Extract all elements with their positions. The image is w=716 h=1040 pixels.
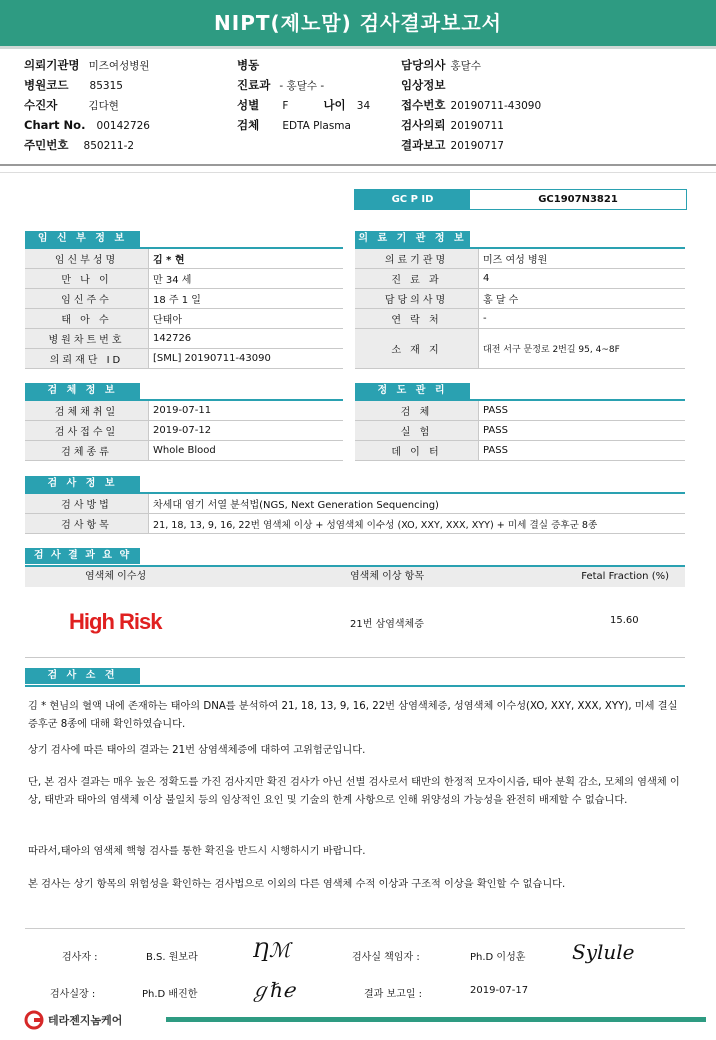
row-value: 2019-07-12 [149, 421, 344, 441]
risk-result: High Risk [69, 609, 162, 634]
table-row [355, 401, 685, 421]
row-key: 검체채취일 [25, 401, 149, 421]
table-row [25, 269, 343, 289]
row-value: 4 [479, 269, 686, 289]
table-row [25, 494, 685, 514]
table-row [355, 421, 685, 441]
row-key: 담당의사명 [355, 289, 479, 309]
doctor-label: 담당의사 [401, 58, 446, 72]
patient-value: 김다현 [88, 100, 119, 112]
summary-col-item: 염색체 이상 항목 [350, 571, 424, 582]
row-value: 홍 달 수 [479, 289, 686, 309]
resident-no-value: 850211-2 [83, 140, 135, 152]
request-date-value: 20190711 [450, 120, 504, 132]
row-value: 2019-07-11 [149, 401, 344, 421]
hospital-name-value: 미즈여성병원 [88, 60, 150, 72]
row-key: 검사항목 [25, 514, 149, 534]
sex-label: 성별 [237, 98, 260, 112]
specimen-info-table [25, 401, 343, 461]
summary-title: 검 사 결 과 요 약 [25, 548, 140, 564]
request-date-label: 검사의뢰 [401, 118, 446, 132]
row-value: 만 34 세 [149, 269, 344, 289]
row-key: 임신주수 [25, 289, 149, 309]
report-title: NIPT(제노맘) 검사결과보고서 [214, 11, 502, 35]
row-value: Whole Blood [149, 441, 344, 461]
summary-header [25, 565, 685, 587]
chart-no-value: 00142726 [96, 120, 150, 132]
footer-logo [24, 1010, 164, 1030]
abnormal-item: 21번 삼염색체증 [350, 619, 424, 630]
dept-value: - 홍달수 - [279, 80, 325, 92]
company-name: 테라젠지놈케어 [48, 1014, 123, 1027]
director-name: Ph.D 이성훈 [470, 952, 526, 963]
row-value: PASS [479, 401, 686, 421]
hospital-code-value: 85315 [89, 80, 123, 92]
report-date-label: 결과보고 [401, 138, 446, 152]
row-key: 데 이 터 [355, 441, 479, 461]
hospital-code-label: 병원코드 [24, 78, 69, 92]
summary-col-ff: Fetal Fraction (%) [581, 571, 669, 582]
dept-label: 진료과 [237, 78, 271, 92]
table-row [355, 309, 685, 329]
hospital-name-label: 의뢰기관명 [24, 58, 80, 72]
tester-label: 검사자 : [62, 952, 98, 963]
row-value: [SML] 20190711-43090 [149, 349, 344, 369]
signoff-divider [25, 928, 685, 929]
qc-table [355, 401, 685, 461]
doctor-value: 홍달수 [450, 60, 481, 72]
chief-signature: ℊℏℯ [250, 978, 295, 1002]
row-key: 병원차트번호 [25, 329, 149, 349]
table-row [25, 309, 343, 329]
row-key: 검 체 [355, 401, 479, 421]
row-key: 의뢰재단 ID [25, 349, 149, 369]
row-value: 김 * 현 [149, 249, 344, 269]
table-row [355, 269, 685, 289]
row-key: 검사방법 [25, 494, 149, 514]
table-row [25, 249, 343, 269]
row-value: 단태아 [149, 309, 344, 329]
gcpid-label: GC P ID [355, 190, 470, 209]
fetal-fraction: 15.60 [610, 615, 639, 626]
specimen-label: 검체 [237, 118, 260, 132]
report-date-value: 20190717 [450, 140, 504, 152]
row-key: 소 재 지 [355, 329, 479, 369]
test-info-table [25, 494, 685, 534]
specimen-value: EDTA Plasma [282, 120, 351, 132]
footer-bar [166, 1017, 706, 1022]
findings-title: 검 사 소 견 [25, 668, 140, 684]
header-col2 [237, 54, 397, 134]
ward-label: 병동 [237, 58, 260, 72]
tester-name: B.S. 원보라 [146, 952, 198, 963]
row-value: 142726 [149, 329, 344, 349]
table-row [25, 349, 343, 369]
director-signature: Sylule [572, 940, 635, 964]
findings-para-3: 단, 본 검사 결과는 매우 높은 정확도를 가진 검사지만 확진 검사가 아닌 선별 검사로서 태반의 한정적 모자이시즘, 태아 분획 감소, 모체의 염색체 이상, 태반과 태아의 염색체 이상 불일치 등의 임상적인 요인 및 기술의 한계 사항으로 인해 위양성의 가능성을 완전히 배제할 수 없습니다. [28, 777, 680, 806]
row-value: 차세대 염기 서열 분석법(NGS, Next Generation Sequencing) [149, 494, 686, 514]
receipt-no-value: 20190711-43090 [450, 100, 542, 112]
chief-name: Ph.D 배진한 [142, 989, 198, 1000]
header-col1 [24, 54, 234, 154]
age-label: 나이 [323, 98, 346, 112]
table-row [25, 289, 343, 309]
findings-line [25, 685, 685, 687]
report-date-footer: 2019-07-17 [470, 985, 529, 996]
table-row [355, 441, 685, 461]
table-row [25, 421, 343, 441]
row-key: 진 료 과 [355, 269, 479, 289]
hospital-info-table [355, 249, 685, 369]
hospital-info-title: 의 료 기 관 정 보 [355, 231, 470, 247]
table-row [25, 401, 343, 421]
pregnant-info-table [25, 249, 343, 369]
company-logo-icon [24, 1010, 46, 1030]
table-row [25, 329, 343, 349]
row-value: PASS [479, 421, 686, 441]
row-key: 임신부성명 [25, 249, 149, 269]
findings-para-4: 따라서,태아의 염색체 핵형 검사를 통한 확진을 반드시 시행하시기 바랍니다. [28, 846, 366, 857]
row-key: 의료기관명 [355, 249, 479, 269]
findings-para-2: 상기 검사에 따른 태아의 결과는 21번 삼염색체증에 대하여 고위험군입니다. [28, 745, 366, 756]
row-value: 대전 서구 문정로 2번길 95, 4~8F [479, 329, 686, 369]
row-key: 만 나 이 [25, 269, 149, 289]
findings-para-5: 본 검사는 상기 항목의 위험성을 확인하는 검사법으로 이외의 다른 염색체 수적 이상과 구조적 이상을 확인할 수 없습니다. [28, 879, 566, 890]
summary-result-row [25, 587, 685, 658]
summary-col-aneuploidy: 염색체 이수성 [85, 571, 147, 582]
pregnant-info-title: 임 신 부 정 보 [25, 231, 140, 247]
row-value: 21, 18, 13, 9, 16, 22번 염색체 이상 + 성염색체 이수성 (XO, XXY, XXX, XYY) + 미세 결실 증후군 8종 [149, 514, 686, 534]
table-row [355, 249, 685, 269]
header-divider-2 [0, 172, 716, 173]
row-key: 실 험 [355, 421, 479, 441]
sex-value: F [282, 100, 289, 112]
row-key: 검사접수일 [25, 421, 149, 441]
header-divider [0, 164, 716, 166]
receipt-no-label: 접수번호 [401, 98, 446, 112]
gcpid-value: GC1907N3821 [538, 194, 618, 205]
row-key: 검체종류 [25, 441, 149, 461]
row-value: - [479, 309, 686, 329]
patient-label: 수진자 [24, 98, 58, 112]
director-label: 검사실 책임자 : [352, 952, 420, 963]
specimen-info-title: 검 체 정 보 [25, 383, 140, 399]
age-value: 34 [356, 100, 371, 112]
chief-label: 검사실장 : [50, 989, 96, 1000]
report-date-label-footer: 결과 보고일 : [364, 989, 423, 1000]
test-info-title: 검 사 정 보 [25, 476, 140, 492]
chart-no-label: Chart No. [24, 118, 86, 132]
table-row [355, 329, 685, 369]
table-row [355, 289, 685, 309]
clinical-info-label: 임상정보 [401, 78, 446, 92]
row-value: PASS [479, 441, 686, 461]
tester-signature: Ƞℳ [252, 938, 291, 962]
findings-para-1: 김 * 현님의 혈액 내에 존재하는 태아의 DNA를 분석하여 21, 18, 13, 9, 16, 22번 삼염색체증, 성염색체 이수성(XO, XXY, XXX, XYY), 미세 결실 증후군 8종에 대해 확인하였습니다. [28, 701, 678, 730]
resident-no-label: 주민번호 [24, 138, 69, 152]
gcpid-box [354, 189, 687, 210]
row-value: 미즈 여성 병원 [479, 249, 686, 269]
row-key: 연 락 처 [355, 309, 479, 329]
row-key: 태 아 수 [25, 309, 149, 329]
row-value: 18 주 1 일 [149, 289, 344, 309]
table-row [25, 441, 343, 461]
table-row [25, 514, 685, 534]
report-title-bar [0, 0, 716, 49]
header-col3 [401, 54, 701, 154]
qc-title: 정 도 관 리 [355, 383, 470, 399]
